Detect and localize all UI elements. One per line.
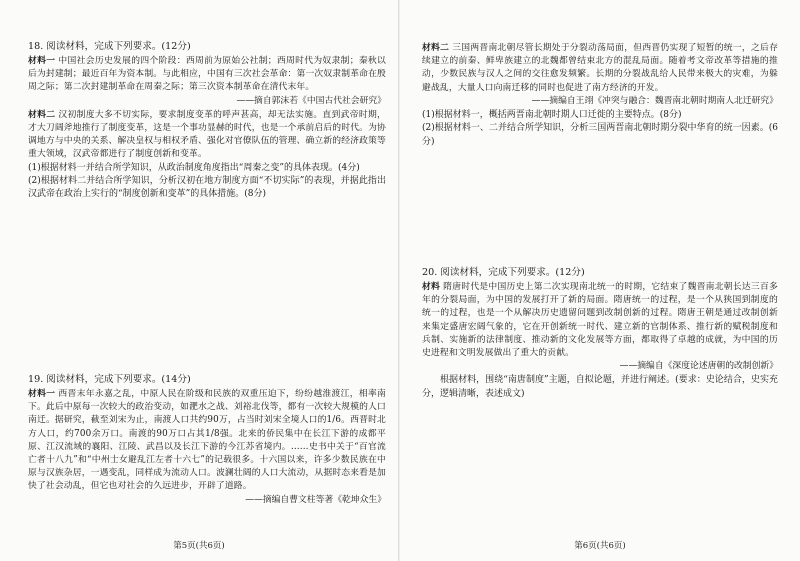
q18-material-1-label: 材料一 bbox=[28, 56, 56, 66]
q20-task: 根据材料，围绕“南唐制度”主题，自拟论题，并进行阐述。(要求：史论结合，史实充分，逻辑清晰，表述成文) bbox=[422, 375, 778, 399]
q20-material-label: 材料 bbox=[422, 282, 441, 292]
q19-material-1 bbox=[28, 388, 386, 494]
q20-material bbox=[422, 281, 778, 360]
question-19 bbox=[28, 373, 386, 508]
q18-material-1 bbox=[28, 55, 386, 95]
q18-material-2 bbox=[28, 109, 386, 162]
question-20-heading: 20. 阅读材料，完成下列要求。(12分) bbox=[422, 267, 585, 278]
right-page bbox=[400, 0, 800, 561]
q20-material-citation: ——摘编自《深度论述唐朝的改制创新》 bbox=[619, 361, 778, 372]
q19-material-2 bbox=[422, 42, 778, 95]
left-page-footer: 第5页(共6页) bbox=[173, 541, 225, 551]
q19-material-1-label: 材料一 bbox=[28, 389, 56, 399]
q18-material-1-text: 中国社会历史发展的四个阶段：西周前为原始公社制；西周时代为奴隶制；秦秋以后为封建制；最近百年为资本制。与此相应，中国有三次社会革命：第一次奴隶制革命在殷周之际；第二次封建制革命在周秦之际；第三次资本制革命在清代末年。 bbox=[28, 56, 386, 93]
question-18-heading: 18. 阅读材料，完成下列要求。(12分) bbox=[28, 41, 191, 52]
question-20 bbox=[422, 266, 778, 401]
q20-material-text: 隋唐时代是中国历史上第二次实现南北统一的时期，它结束了魏晋南北朝长达三百多年的分裂局面，为中国的发展打开了新的局面。隋唐统一的过程，是一个从狭国到制度的统一的过程，也是一个从解决历史遗留问题到改制创新的过程。隋唐王朝是通过改制创新来集定盛唐宏阔气象的，它在开创新统一时代、建立新的官制体系、推行新的赋税制度和兵制、实施新的法律制度、推动新的文化发展等方面，都取得了卓越的成就，为中国的历史进程和文明发展做出了重大的贡献。 bbox=[422, 282, 778, 359]
q19-material-2-text: 三国两晋南北朝尽管长期处于分裂动荡局面，但西晋仍实现了短暂的统一，之后存续建立的前秦、鲜卑族建立的北魏都曾结束北方的混乱局面。随着考文帝改革等措施的推动，少数民族与汉人之间的交往愈发频繁。长期的分裂战乱给人民带来极大的灾难，为躲避战乱，大量人口向南迁移的同时也促进了南方经济的开发。 bbox=[422, 43, 779, 93]
q19-task-2: (2)根据材料一、二并结合所学知识，分析三国两晋南北朝时期分裂中华育的统一因素。(6分) bbox=[422, 123, 778, 147]
q19-material-1-text: 西晋末年永嘉之乱，中原人民在阶级和民族的双重压迫下，纷纷越淮渡江，相率南下。此后中原每一次较大的政治变动，如淝水之战、刘裕北伐等，都有一次较大规模的人口南迁。据研究，截至刘宋为止，南渡人口共约90万，占当时刘宋全境人口的1/6。西晋时北方人口，约700余万口。南渡的90万口占其1/8强。北来的侨民集中在长江下游的成都平原、江汉流域的襄阳、江陵、武昌以及长江下游的今江苏省境内。……史书中关于“百官流亡者十八九”和“中州士女避乱江左者十六七”的记载很多。十六国以来，许多少数民族在中原与汉族杂居，一遇变乱，同样成为流动人口。波澜壮阔的人口大流动，从据时态来看是加快了社会动乱，但它也对社会的久远进步，开辟了道路。 bbox=[28, 389, 386, 492]
q18-task-2: (2)根据材料二并结合所学知识，分析汉初在地方制度方面“不切实际”的表现，并据此指出汉武帝在政治上实行的“制度创新和变革”的具体措施。(8分) bbox=[28, 176, 386, 200]
q18-material-2-text: 汉初制度大多不切实际，要求制度变革的呼声甚高，却无法实施。直到武帝时期，才大刀阔斧地推行了制度变革，这是一个事功显赫的时代，也是一个承前启后的时代。为协调地方与中央的关系、解决皇权与相权矛盾、强化对官僚队伍的管理、确立新的经济政策等重大领域，汉武帝都进行了制度创新和变革。 bbox=[28, 109, 386, 160]
right-page-footer: 第6页(共6页) bbox=[574, 541, 626, 551]
q19-task-1: (1)根据材料一，概括两晋南北朝时期人口迁徙的主要特点。(8分) bbox=[422, 110, 682, 121]
question-18 bbox=[28, 40, 386, 202]
question-19-heading: 19. 阅读材料，完成下列要求。(14分) bbox=[28, 374, 191, 385]
q18-material-2-label: 材料二 bbox=[28, 109, 56, 120]
question-19-continued bbox=[422, 42, 778, 149]
q19-material-1-citation: ——摘编自曹文柱等著《乾坤众生》 bbox=[245, 494, 386, 505]
q18-material-1-citation: ——摘自郭沫若《中国古代社会研究》 bbox=[236, 95, 386, 106]
q19-material-2-label: 材料二 bbox=[422, 43, 450, 53]
q18-task-1: (1)根据材料一并结合所学知识，从政治制度角度指出“周秦之变”的具体表现。(4分) bbox=[28, 162, 360, 173]
q19-material-2-citation: ——摘编自王翊《冲突与融合：魏晋南北朝时期南人北迁研究》 bbox=[531, 95, 778, 106]
left-page bbox=[0, 0, 398, 561]
